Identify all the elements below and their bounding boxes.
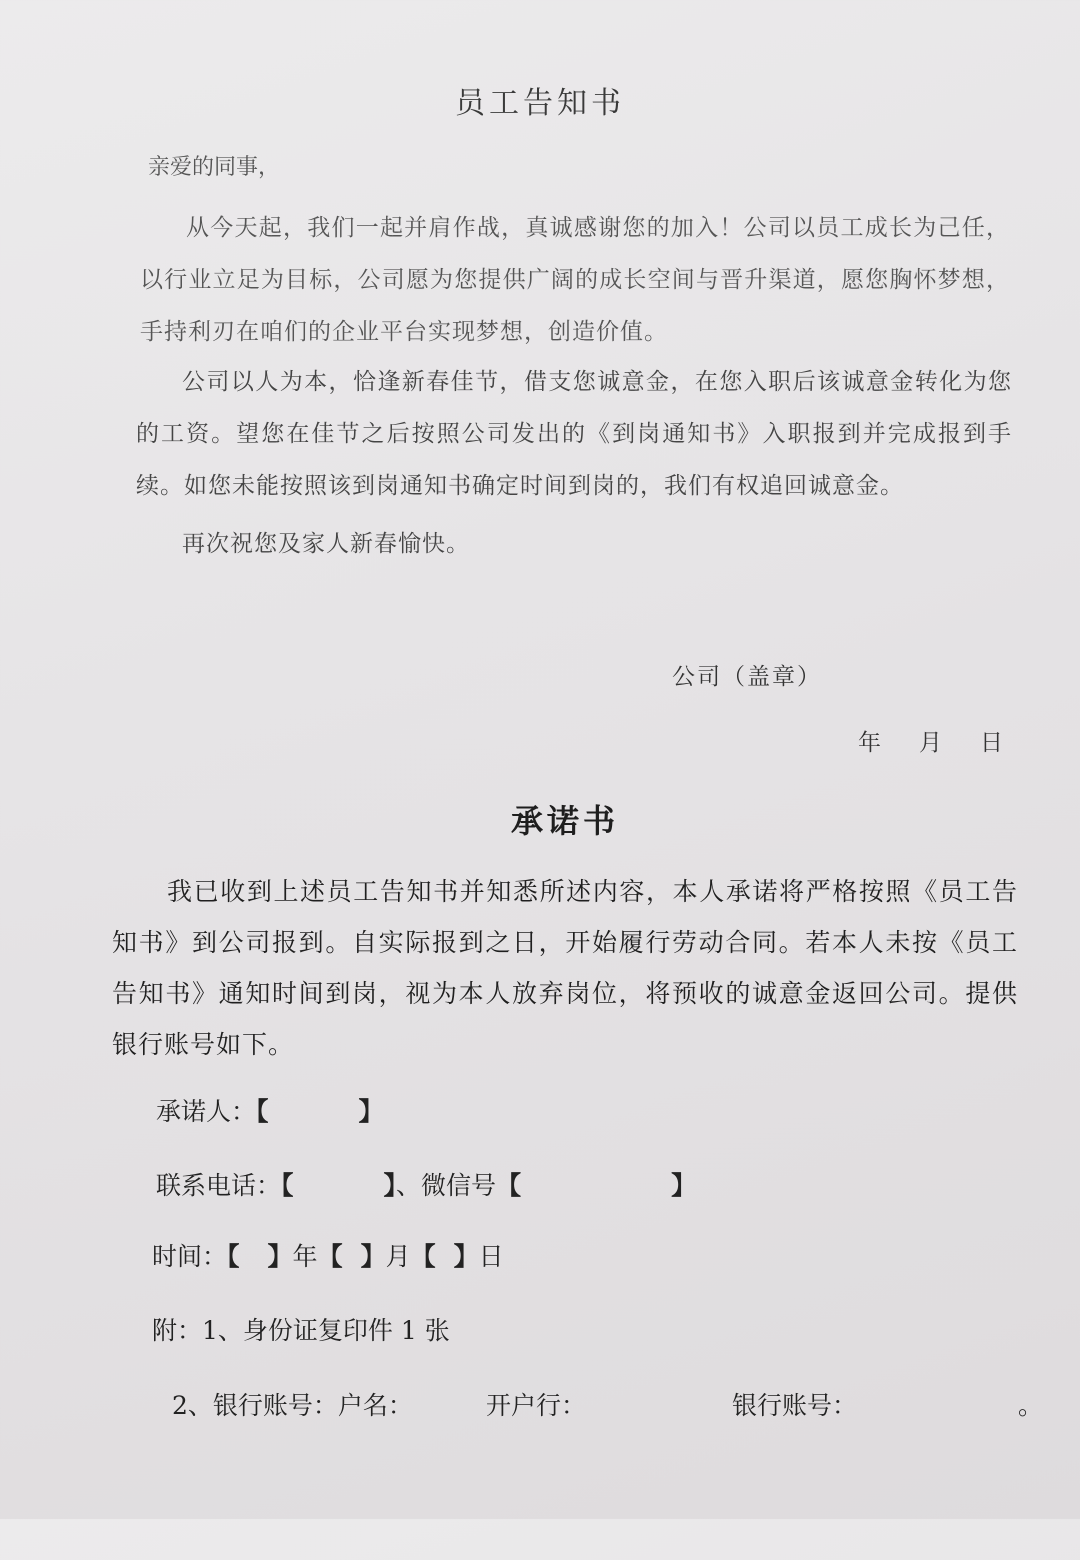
bracket-close: 】	[358, 1097, 384, 1126]
pledge-body: 我已收到上述员工告知书并知悉所述内容，本人承诺将严格按照《员工告知书》到公司报到。自实际报到之日，开始履行劳动合同。若本人未按《员工告知书》通知时间到岗，视为本人放弃岗位，将预收的诚意金返回公司。提供银行账号如下。	[112, 877, 1018, 1059]
bracket-close: 】	[360, 1242, 386, 1271]
bracket-close: 】	[671, 1171, 697, 1200]
bracket-close: 】	[383, 1171, 397, 1200]
bracket-open: 【	[281, 1171, 294, 1200]
phone-label: 联系电话：	[156, 1171, 282, 1200]
notice-paragraph-2: 公司以人为本，恰逢新春佳节，借支您诚意金，在您入职后该诚意金转化为您的工资。望您在佳节之后按照公司发出的《到岗通知书》入职报到并完成报到手续。如您未能按照该到岗通知书确定时间到岗的，我们有权追回诚意金。	[136, 369, 1012, 499]
bracket-open: 【	[317, 1242, 343, 1271]
bracket-open: 【	[256, 1097, 269, 1126]
time-field	[152, 1237, 504, 1273]
date-day: 日	[980, 730, 1003, 756]
wechat-label: 、微信号	[396, 1171, 497, 1200]
bank-account-line	[172, 1386, 1052, 1560]
date-year: 年	[858, 730, 881, 756]
bank-account-label: 银行账号：	[732, 1391, 858, 1420]
bank-holder-label: 2、银行账号：户名：	[172, 1391, 413, 1420]
bracket-close: 】	[267, 1242, 293, 1271]
contact-field	[156, 1166, 696, 1202]
promisor-label: 承诺人：	[156, 1097, 257, 1126]
notice-title: 员工告知书	[455, 86, 625, 121]
pledge-title: 承诺书	[510, 802, 619, 840]
bracket-open: 【	[496, 1171, 522, 1200]
time-label: 时间：	[152, 1242, 228, 1271]
end-mark: 。	[1018, 1391, 1044, 1420]
year-label: 年	[292, 1242, 318, 1271]
attachment-1: 附：1、身份证复印件 1 张	[152, 1316, 450, 1345]
bracket-open: 【	[410, 1242, 436, 1271]
bank-name-label: 开户行：	[486, 1391, 587, 1420]
month-label: 月	[385, 1242, 411, 1271]
notice-greeting: 亲爱的同事，	[148, 155, 281, 180]
promisor-field	[156, 1092, 384, 1128]
notice-date-line	[858, 724, 1003, 757]
date-month: 月	[919, 730, 942, 756]
day-label: 日	[478, 1242, 504, 1271]
bracket-open: 【	[227, 1242, 240, 1271]
bracket-close: 】	[453, 1242, 479, 1271]
company-stamp-line: 公司（盖章）	[672, 664, 822, 690]
notice-paragraph-3: 再次祝您及家人新春愉快。	[182, 531, 470, 557]
notice-paragraph-1: 从今天起，我们一起并肩作战，真诚感谢您的加入！公司以员工成长为己任，以行业立足为目标，公司愿为您提供广阔的成长空间与晋升渠道，愿您胸怀梦想，手持利刃在咱们的企业平台实现梦想，创造价值。	[140, 215, 1010, 345]
